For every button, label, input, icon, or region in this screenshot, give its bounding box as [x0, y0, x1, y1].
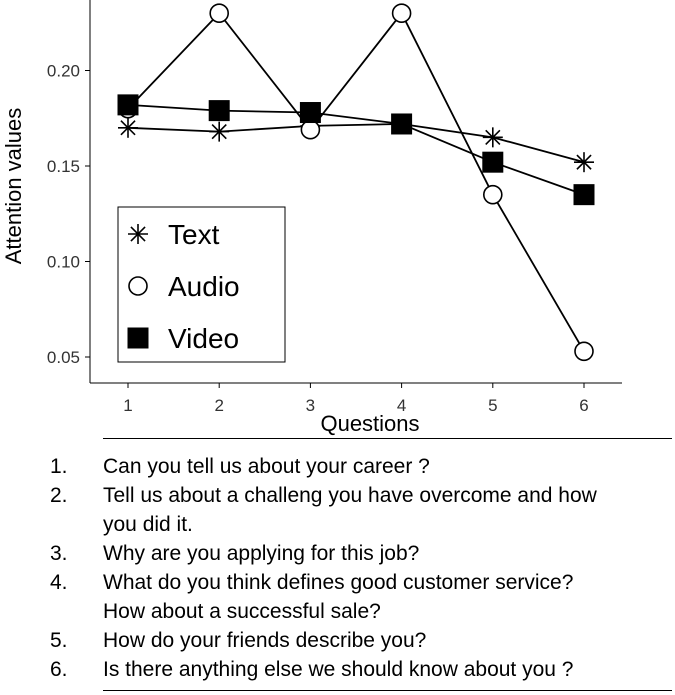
legend-label-audio: Audio	[168, 271, 240, 302]
y-tick-label: 0.05	[46, 348, 80, 367]
question-item	[0, 539, 675, 568]
question-item	[0, 568, 675, 626]
legend-label-text: Text	[168, 219, 220, 250]
question-text: Can you tell us about your career ?	[103, 455, 430, 478]
x-tick-label: 2	[214, 396, 224, 415]
bottom-rule	[103, 690, 672, 691]
question-text: How do your friends describe you?	[103, 629, 427, 652]
x-axis-label: Questions	[320, 411, 420, 436]
x-tick-label: 4	[396, 396, 407, 415]
question-text: Is there anything else we should know about you ?	[103, 658, 574, 681]
x-tick-label: 5	[488, 396, 498, 415]
question-item	[0, 481, 675, 539]
legend-label-video: Video	[168, 323, 240, 354]
question-text: Why are you applying for this job?	[103, 542, 420, 565]
y-tick-label: 0.15	[46, 157, 80, 176]
question-number: 2.	[50, 484, 68, 507]
question-item	[0, 655, 675, 684]
x-tick-label: 3	[305, 396, 316, 415]
question-number: 5.	[50, 629, 68, 652]
question-text: How about a successful sale?	[103, 600, 381, 623]
question-item	[0, 626, 675, 655]
top-rule	[103, 438, 672, 439]
question-text: Tell us about a challeng you have overcome and how	[103, 484, 597, 507]
question-number: 3.	[50, 542, 68, 565]
y-tick-label: 0.20	[46, 61, 80, 81]
question-item	[0, 452, 675, 481]
y-axis-label: Attention values	[1, 107, 26, 265]
question-number: 6.	[50, 658, 68, 681]
question-number: 4.	[50, 571, 68, 594]
question-text: What do you think defines good customer service?	[103, 571, 574, 594]
question-number: 1.	[50, 455, 68, 478]
y-tick-label: 0.10	[46, 252, 80, 272]
x-tick-label: 1	[123, 396, 133, 415]
question-text: you did it.	[103, 513, 193, 536]
x-tick-label: 6	[579, 396, 589, 415]
